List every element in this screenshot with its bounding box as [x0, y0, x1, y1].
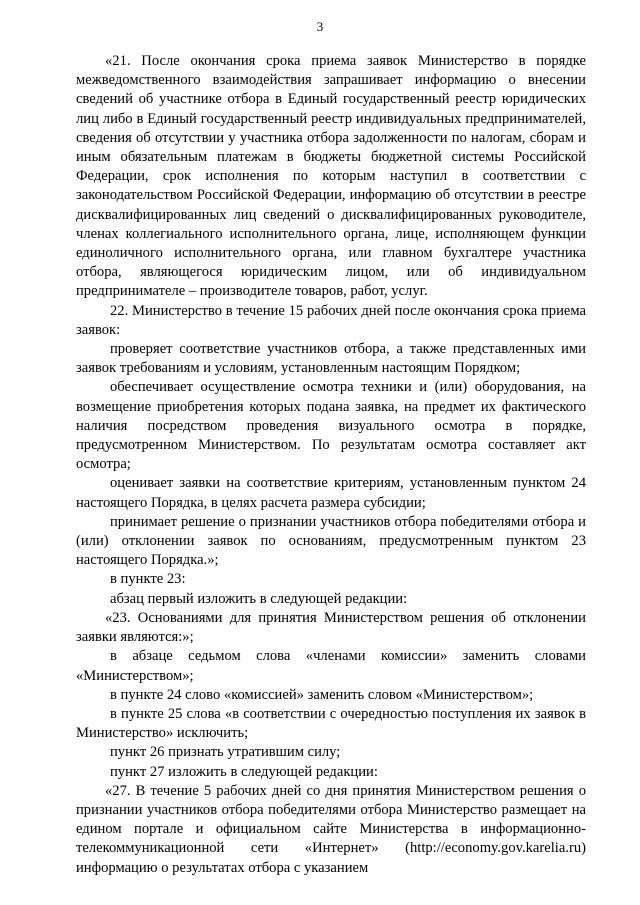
paragraph-checks-compliance: проверяет соответствие участников отбора, а также представленных ими заявок требованиям и условиям, установленным настоящим Порядком; — [76, 341, 586, 377]
paragraph-clause-27-new: «27. В течение 5 рабочих дней со дня принятия Министерством решения о признании участников отбора победителями отбора Министерство размещает на едином портале и официальном сайте Министерства в информационно-телекоммуникационной сети «Интернет» (http://economy.gov.karelia.ru) информацию о результатах отбора с указанием — [76, 782, 586, 876]
paragraph-first-abzac: абзац первый изложить в следующей редакции: — [110, 590, 408, 607]
paragraph-decision: принимает решение о признании участников отбора победителями отбора и (или) отклонении заявок по основаниям, предусмотренным пунктом 23 настоящего Порядка.»; — [76, 513, 586, 569]
paragraph-clause-24: в пункте 24 слово «комиссией» заменить словом «Министерством»; — [110, 686, 534, 703]
paragraph-evaluates-criteria: оценивает заявки на соответствие критериям, установленным пунктом 24 настоящего Порядка, в целях расчета размера субсидии; — [76, 475, 586, 511]
paragraph-in-clause-23: в пункте 23: — [110, 571, 186, 588]
paragraph-seventh-abzac: в абзаце седьмом слова «членами комиссии» заменить словами «Министерством»; — [76, 648, 586, 684]
paragraph-clause-27-intro: пункт 27 изложить в следующей редакции: — [110, 763, 378, 780]
paragraph-clause-26: пункт 26 признать утратившим силу; — [110, 744, 341, 761]
paragraph-clause-21: «21. После окончания срока приема заявок Министерство в порядке межведомственного взаимодействия запрашивает информацию о внесении сведений об участнике отбора в Единый государственный реестр юридических лиц либо в Единый государственный реестр индивидуальных предпринимателей, сведения об отсутствии у участника отбора задолженности по налогам, сборам и иным обязательным платежам в бюджеты бюджетной системы Российской Федерации, срок исполнения по которым наступил в соответствии с законодательством Российской Федерации, информацию об отсутствии в реестре дисквалифицированных лиц сведений о дисквалифицированных руководителе, членах коллегиального исполнительного органа, лице, исполняющем функции единоличного исполнительного органа, или главном бухгалтере участника отбора, являющегося юридическим лицом, или об индивидуальном предпринимателе – производителе товаров, работ, услуг. — [76, 53, 586, 300]
paragraph-inspection: обеспечивает осуществление осмотра техники и (или) оборудования, на возмещение приобретения которых подана заявка, на предмет их фактического наличия посредством проведения визуального осмотра в порядке, предусмотренном Министерством. По результатам осмотра составляет акт осмотра; — [76, 379, 586, 473]
paragraph-clause-23-new: «23. Основаниями для принятия Министерством решения об отклонении заявки являются:»; — [76, 609, 586, 646]
paragraph-clause-25: в пункте 25 слова «в соответствии с очередностью поступления их заявок в Министерство» исключить; — [76, 705, 586, 742]
paragraph-clause-22: 22. Министерство в течение 15 рабочих дней после окончания срока приема заявок: — [76, 302, 586, 338]
page-number: 3 — [316, 19, 324, 34]
document-body — [76, 52, 586, 878]
